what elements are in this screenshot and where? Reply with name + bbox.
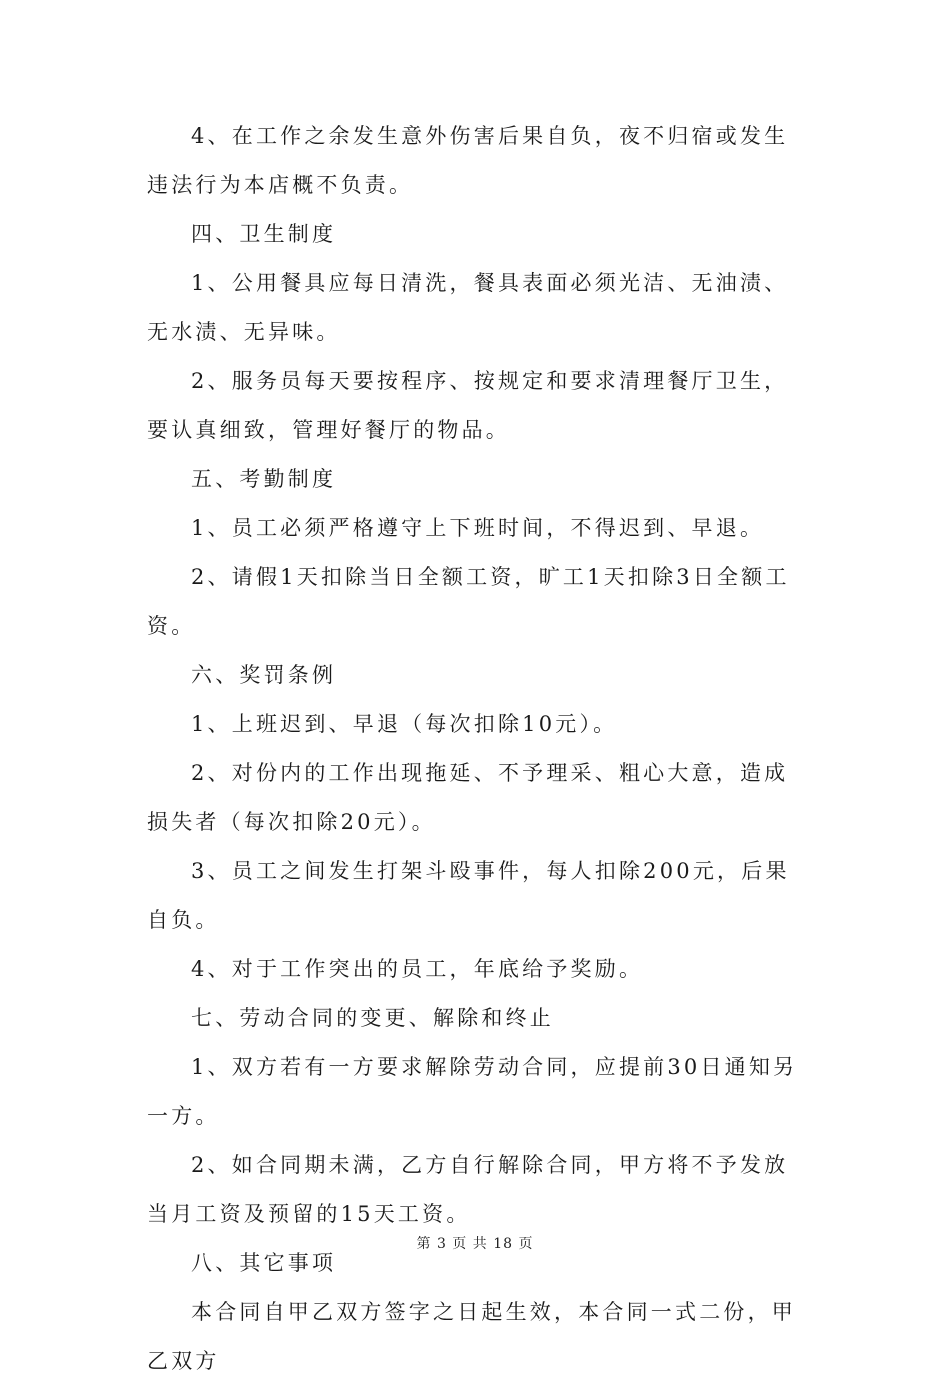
paragraph-contract-1: 1、双方若有一方要求解除劳动合同，应提前30日通知另一方。 xyxy=(147,1055,798,1128)
paragraph-attendance-1: 1、员工必须严格遵守上下班时间，不得迟到、早退。 xyxy=(191,516,765,540)
document-body xyxy=(147,112,807,1386)
section-heading-rewards-penalties: 六、奖罚条例 xyxy=(191,663,337,687)
section-heading-hygiene: 四、卫生制度 xyxy=(191,222,337,246)
paragraph-reward-4: 4、对于工作突出的员工，年底给予奖励。 xyxy=(191,957,644,981)
paragraph-hygiene-2: 2、服务员每天要按程序、按规定和要求清理餐厅卫生，要认真细致，管理好餐厅的物品。 xyxy=(147,369,789,442)
paragraph-other-effective: 本合同自甲乙双方签字之日起生效，本合同一式二份，甲乙双方 xyxy=(147,1300,796,1373)
section-heading-attendance: 五、考勤制度 xyxy=(191,467,337,491)
paragraph-penalty-3: 3、员工之间发生打架斗殴事件，每人扣除200元，后果自负。 xyxy=(147,859,790,932)
paragraph-penalty-2: 2、对份内的工作出现拖延、不予理采、粗心大意，造成损失者（每次扣除20元）。 xyxy=(147,761,789,834)
paragraph-hygiene-1: 1、公用餐具应每日清洗，餐具表面必须光洁、无油渍、无水渍、无异味。 xyxy=(147,271,789,344)
page-number-footer: 第 3 页 共 18 页 xyxy=(416,1236,534,1252)
paragraph-clause-4-accident: 4、在工作之余发生意外伤害后果自负，夜不归宿或发生违法行为本店概不负责。 xyxy=(147,124,789,197)
section-heading-other-matters: 八、其它事项 xyxy=(191,1251,337,1275)
paragraph-penalty-1: 1、上班迟到、早退（每次扣除10元）。 xyxy=(191,712,618,736)
paragraph-attendance-2: 2、请假1天扣除当日全额工资，旷工1天扣除3日全额工资。 xyxy=(147,565,790,638)
section-heading-contract-change: 七、劳动合同的变更、解除和终止 xyxy=(191,1006,554,1030)
paragraph-contract-2: 2、如合同期未满，乙方自行解除合同，甲方将不予发放当月工资及预留的15天工资。 xyxy=(147,1153,789,1226)
